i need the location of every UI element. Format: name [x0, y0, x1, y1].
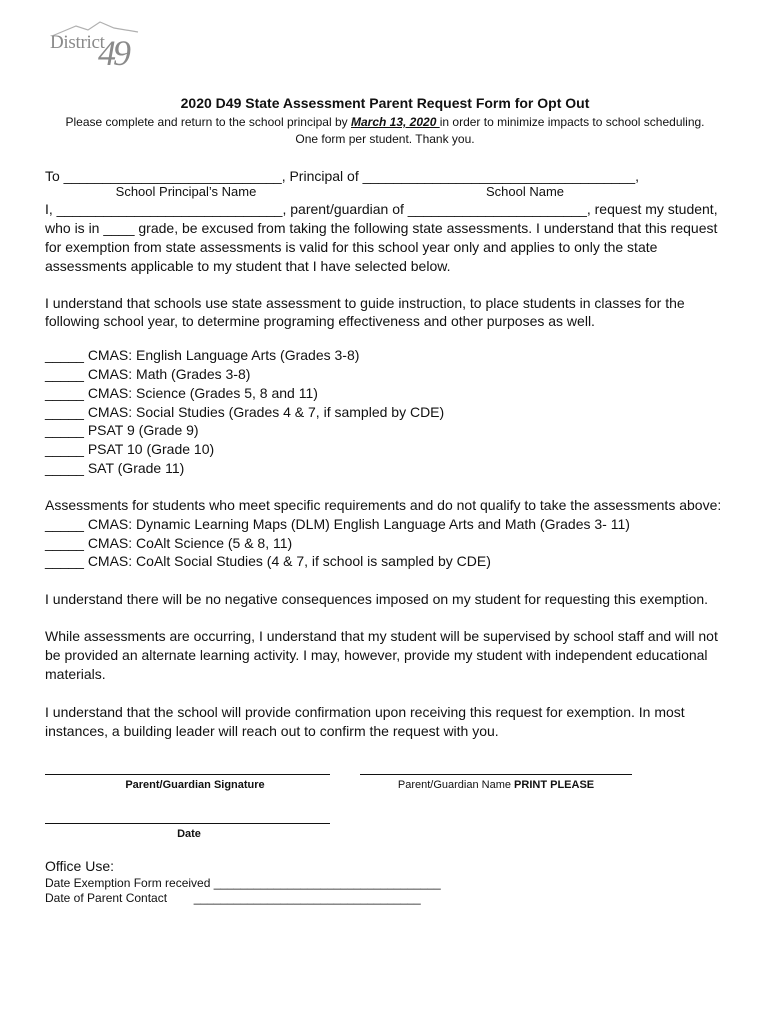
assessment-item: _____ CMAS: English Language Arts (Grades 3-8): [45, 347, 360, 363]
intro-text: Please complete and return to the school principal by: [65, 115, 351, 129]
purpose-line-1: I understand that schools use state assessment to guide instruction, to place students in classes for the: [45, 295, 685, 311]
consequences-statement: I understand there will be no negative consequences imposed on my student for requesting this exemption.: [45, 591, 709, 607]
assessment-item: _____ PSAT 10 (Grade 10): [45, 441, 215, 457]
print-name-line[interactable]: [360, 774, 632, 775]
alt-assessments-heading: Assessments for students who meet specific requirements and do not qualify to take the assessments above:: [45, 497, 722, 513]
page-title: 2020 D49 State Assessment Parent Request Form for Opt Out: [180, 95, 590, 111]
intro-line-1: [0, 115, 770, 129]
alt-assessment-item: _____ CMAS: Dynamic Learning Maps (DLM) English Language Arts and Math (Grades 3- 11): [45, 516, 630, 532]
print-please-text: PRINT PLEASE: [514, 779, 595, 791]
to-principal-line: To ____________________________, Principal of ___________________________________,: [45, 168, 640, 184]
assessment-item: _____ CMAS: Social Studies (Grades 4 & 7, if sampled by CDE): [45, 404, 445, 420]
confirmation-line-1: I understand that the school will provide confirmation upon receiving this request for exemption. In most: [45, 704, 685, 720]
date-caption: Date: [177, 828, 201, 840]
request-line-1: I, _____________________________, parent/guardian of _______________________, request my student,: [45, 201, 718, 217]
principal-name-caption: School Principal’s Name: [115, 184, 257, 199]
request-line-2: who is in ____ grade, be excused from taking the following state assessments. I understand that this request: [45, 220, 718, 236]
print-name-caption-text: Parent/Guardian Name: [397, 779, 515, 791]
confirmation-line-2: instances, a building leader will reach out to confirm the request with you.: [45, 723, 499, 739]
date-parent-contact: Date of Parent Contact __________________________________: [45, 891, 421, 905]
district-logo: [48, 18, 148, 72]
logo-number: 49: [98, 33, 128, 73]
request-line-3: for exemption from state assessments is valid for this school year only and applies to only the state: [45, 239, 658, 255]
assessment-item: _____ SAT (Grade 11): [45, 460, 185, 476]
alt-assessment-item: _____ CMAS: CoAlt Science (5 & 8, 11): [45, 535, 293, 551]
supervision-line-2: be provided an alternate learning activity. I may, however, provide my student with independent educational: [45, 647, 708, 663]
assessment-item: _____ CMAS: Math (Grades 3-8): [45, 366, 251, 382]
logo-word: District: [50, 32, 105, 53]
intro-line-2: One form per student. Thank you.: [295, 132, 475, 146]
signature-caption: Parent/Guardian Signature: [125, 779, 265, 791]
alt-assessment-item: _____ CMAS: CoAlt Social Studies (4 & 7, if school is sampled by CDE): [45, 553, 491, 569]
office-use-heading: Office Use:: [45, 858, 114, 874]
intro-text-end: in order to minimize impacts to school scheduling.: [439, 115, 705, 129]
assessment-item: _____ PSAT 9 (Grade 9): [45, 422, 199, 438]
request-line-4: assessments applicable to my student that I have selected below.: [45, 258, 451, 274]
purpose-line-2: following school year, to determine programing effectiveness and other purposes as well.: [45, 313, 595, 329]
date-form-received: Date Exemption Form received __________________________________: [45, 876, 441, 890]
print-name-caption: [360, 779, 632, 791]
supervision-line-1: While assessments are occurring, I understand that my student will be supervised by school staff and will not: [45, 628, 718, 644]
due-date: March 13, 2020: [350, 115, 440, 129]
signature-line[interactable]: [45, 774, 330, 775]
school-name-caption: School Name: [485, 184, 565, 199]
supervision-line-3: materials.: [45, 666, 106, 682]
date-line[interactable]: [45, 823, 330, 824]
assessment-item: _____ CMAS: Science (Grades 5, 8 and 11): [45, 385, 318, 401]
